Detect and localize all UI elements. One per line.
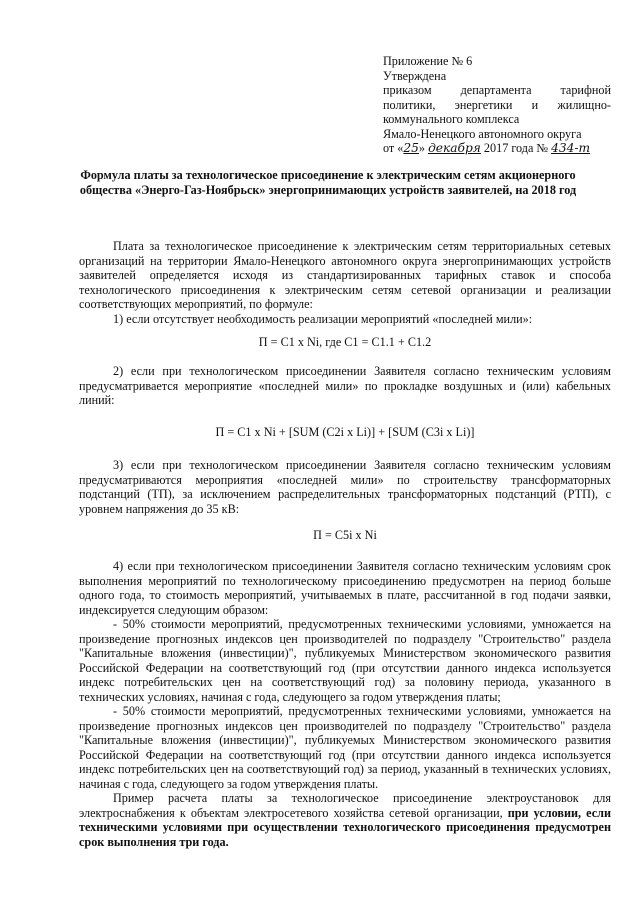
document-body [79,239,611,326]
approval-block [383,54,611,156]
date-mid: » [418,141,429,155]
example-text: Пример расчета платы за технологическое присоединение электроустановок для электроснабжения к объектам электросетевого хозяйства сетевой организации, [79,791,611,820]
indexation-bullet-2: - 50% стоимости мероприятий, предусмотренных техническими условиями, умножается на произведение прогнозных индексов цен производителей по подразделу "Строительство" раздела "Капитальные вложения (инвестиции)", публикуемых Министерством экономического развития Российской Федерации на соответствующий год (при отсутствии данного индекса используется индекс потребительских цен на соответствующий год) за период, указанный в технических условиях, начиная с года, следующего за годом утверждения платы. [79,704,611,791]
date-year: 2017 года № [480,141,552,155]
date-prefix: от « [383,141,404,155]
case-3-text: 3) если при технологическом присоединении Заявителя согласно техническим условиям предусматриваются мероприятия «последней мили» по строительству трансформаторных подстанций (ТП), за исключением распределительных трансформаторных подстанций (РТП), с уровнем напряжения до 35 кВ: [79,458,611,516]
approved-label: Утверждена [383,68,447,83]
appendix-number: Приложение № 6 [383,54,473,68]
approval-date-line [383,141,611,156]
indexation-bullet-1: - 50% стоимости мероприятий, предусмотренных техническими условиями, умножается на произведение прогнозных индексов цен производителей по подразделу "Строительство" раздела "Капитальные вложения (инвестиции)", публикуемых Министерством экономического развития Российской Федерации на соответствующий год (при отсутствии данного индекса используется индекс потребительских цен на соответствующий год) за половину периода, указанного в технических условиях, начиная с года, следующего за годом утверждения платы; [79,617,611,704]
case-1-text: 1) если отсутствует необходимость реализации мероприятий «последней мили»: [113,311,533,326]
case-4-text: 4) если при технологическом присоединении Заявителя согласно техническим условиям срок выполнения мероприятий по технологическому присоединению предусмотрен на период больше одного года, то стоимость мероприятий, учитываемых в плате, рассчитанной в год подачи заявки, индексируется следующим образом: [79,559,611,617]
approval-line: политики, энергетики и жилищно- [383,97,611,112]
approval-line: приказом департамента тарифной [383,83,611,97]
example-condition-bold: при условии, если техническими условиями при осуществлении технологического присоединения предусмотрен срок выполнения три года. [79,805,612,849]
approval-line: коммунального комплекса [383,112,520,126]
case-2-block [79,364,611,408]
case-2-text: 2) если при технологическом присоединении Заявителя согласно техническим условиям предусматривается мероприятие «последней мили» по прокладке воздушных и (или) кабельных линий: [79,364,611,407]
case-4-block [79,559,611,849]
example-paragraph [79,791,611,849]
case-3-block [79,458,611,516]
date-day-handwritten: 25 [403,141,419,155]
order-number-handwritten: 434-т [551,141,591,155]
formula-2: П = С1 х Ni + [SUM (C2i x Li)] + [SUM (C3i x Li)] [215,425,475,439]
intro-paragraph: Плата за технологическое присоединение к электрическим сетям территориальных сетевых организаций на территории Ямало-Ненецкого автономного округа энергопринимающих устройств заявителей определяется исходя из стандартизированных тарифных ставок и способа технологического присоединения к электрическим сетям сетевой организации и реализации соответствующих мероприятий, по формуле: [79,239,611,311]
date-month-handwritten: декабря [428,141,481,155]
formula-3: П = C5i x Ni [313,528,377,542]
document-title: Формула платы за технологическое присоединение к электрическим сетям акционерного общества «Энерго-Газ-Ноябрьск» энергопринимающих устройств заявителей, на 2018 год [79,168,577,197]
approval-line: Ямало-Ненецкого автономного округа [383,126,582,141]
formula-1: П = С1 х Ni, где С1 = С1.1 + С1.2 [258,335,432,349]
